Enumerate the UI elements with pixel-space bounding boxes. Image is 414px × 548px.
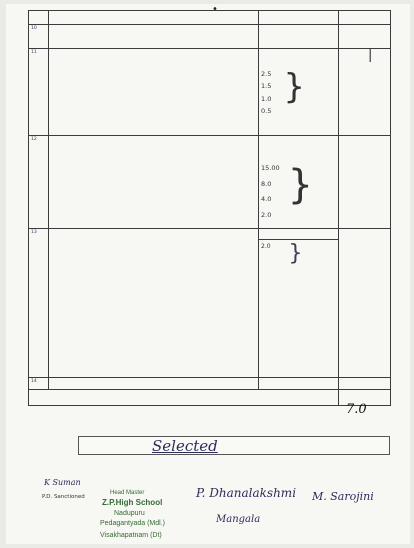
row-awarded [339, 136, 391, 229]
stamp-school: Z.P.High School [102, 498, 163, 507]
header-marks-detail [259, 11, 339, 25]
row-number: 10 [29, 25, 49, 49]
row-number: 13 [29, 229, 49, 378]
row-awarded [339, 378, 391, 390]
score-value: 2.5 [261, 70, 272, 78]
score-value: 2.0 [261, 243, 271, 250]
score-value: 1.5 [261, 82, 272, 91]
header-sl-no [29, 11, 49, 25]
result-value: Selected [152, 437, 218, 455]
stamp-head-master: Head Master [110, 490, 145, 496]
total-label [29, 390, 339, 406]
stamp-mandal: Pedagantyada (Mdl.) [100, 520, 165, 527]
row-item-text [49, 25, 259, 49]
pd-signature: K Suman [44, 478, 81, 487]
score-value: 2.0 [261, 210, 272, 219]
member-signature-2: Mangala [216, 514, 261, 525]
header-awarded [339, 11, 391, 25]
header-item [49, 11, 259, 25]
table-header-row [29, 11, 391, 25]
row-awarded [339, 25, 391, 49]
total-value: 7.0 [346, 402, 367, 417]
table-row [29, 25, 391, 49]
sub-header [259, 230, 338, 240]
brace-glyph: } [288, 241, 303, 266]
evaluation-table [28, 10, 391, 406]
row-number: 14 [29, 378, 49, 390]
chair-signature: M. Sarojini [312, 490, 374, 503]
stamp-village: Nadupuru [114, 510, 145, 517]
score-value: 8.0 [261, 179, 272, 188]
total-row [29, 390, 391, 406]
row-item-text [49, 229, 259, 378]
row-number: 12 [29, 136, 49, 229]
row-awarded [339, 49, 391, 136]
brace-glyph: } [287, 162, 314, 208]
stamp-district: Visakhapatnam (Dt) [100, 532, 162, 539]
brace-glyph: } [283, 67, 305, 107]
score-value: 0.5 [261, 107, 272, 116]
tick-mark: | [368, 48, 373, 63]
table-row [29, 229, 391, 378]
table-row [29, 49, 391, 136]
row-marks-detail [259, 49, 339, 136]
table-row [29, 378, 391, 390]
row-awarded [339, 229, 391, 378]
table-row [29, 136, 391, 229]
scan-dot: • [212, 4, 218, 15]
score-value: 1.0 [261, 94, 272, 103]
row-marks-detail [259, 378, 339, 390]
member-signature: P. Dhanalakshmi [196, 486, 297, 500]
school-stamp [98, 490, 190, 544]
row-number: 11 [29, 49, 49, 136]
row-item-text [49, 378, 259, 390]
score-value: 4.0 [261, 195, 272, 204]
row-marks-detail [259, 136, 339, 229]
row-marks-detail [259, 25, 339, 49]
row-item-text [49, 136, 259, 229]
row-item-text [49, 49, 259, 136]
score-value: 15.00 [261, 164, 280, 172]
result-box [78, 436, 390, 455]
row-marks-detail [259, 229, 339, 378]
pd-title: P.D. Sanctioned [42, 494, 85, 500]
